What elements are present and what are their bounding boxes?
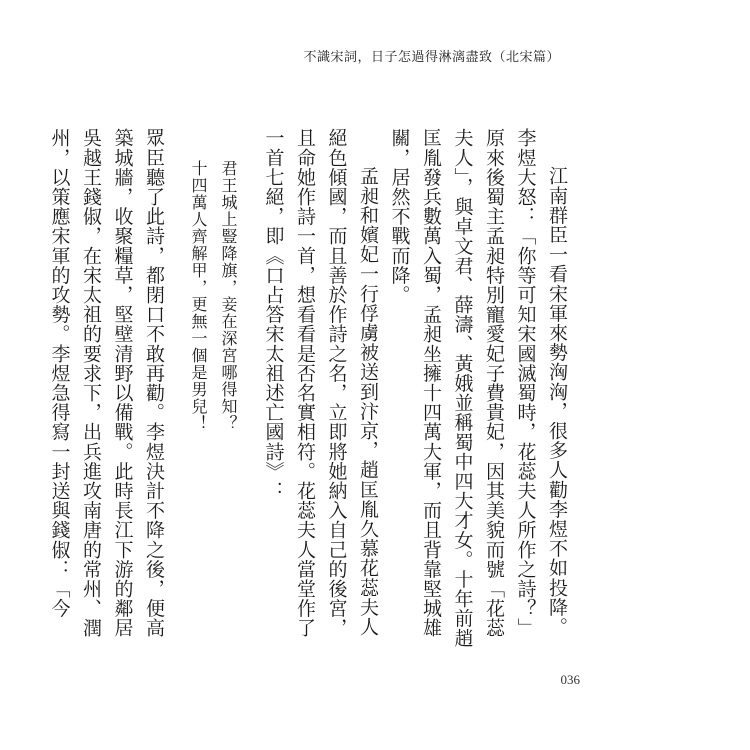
paragraph-3: 眾臣聽了此詩，都閉口不敢再勸。李煜決計不降之後，便高築城牆，收聚糧草，堅壁清野以備戰。此時長江下游的鄰居吳越王錢俶，在宋太祖的要求下，出兵進攻南唐的常州、潤州，以策應宋軍的攻勢。李煜急得寫一封送與錢俶：「今	[48, 128, 165, 638]
main-text-block	[48, 128, 572, 648]
running-header: 不識宋詞，日子怎過得淋漓盡致（北宋篇）	[303, 50, 560, 65]
poem-line-2: 十四萬人齊解甲，更無一個是男兒！	[189, 160, 208, 432]
page-number: 036	[560, 672, 580, 687]
paragraph-1: 江南群臣一看宋軍來勢洶洶，很多人勸李煜不如投降。李煜大怒：「你等可知宋國滅蜀時，花蕊夫人所作之詩？」原來後蜀主孟昶特別寵愛妃子費貴妃，因其美貌而號「花蕊夫人」，與卓文君、薛濤、黃娥並稱蜀中四大才女。十年前趙匡胤發兵數萬入蜀，孟昶坐擁十四萬大軍，而且背靠堅城雄關，居然不戰而降。	[388, 128, 568, 648]
poem-block	[183, 128, 243, 648]
paragraph-2: 孟昶和嬪妃一行俘虜被送到汴京，趙匡胤久慕花蕊夫人絕色傾國，而且善於作詩之名，立即將她納入自己的後宮，且命她作詩一首，想看看是否名實相符。花蕊夫人當堂作了一首七絕，即《口占答宋太祖述亡國詩》：	[262, 128, 379, 638]
poem-line-1: 君王城上豎降旗，妾在深宮哪得知？	[219, 160, 238, 432]
